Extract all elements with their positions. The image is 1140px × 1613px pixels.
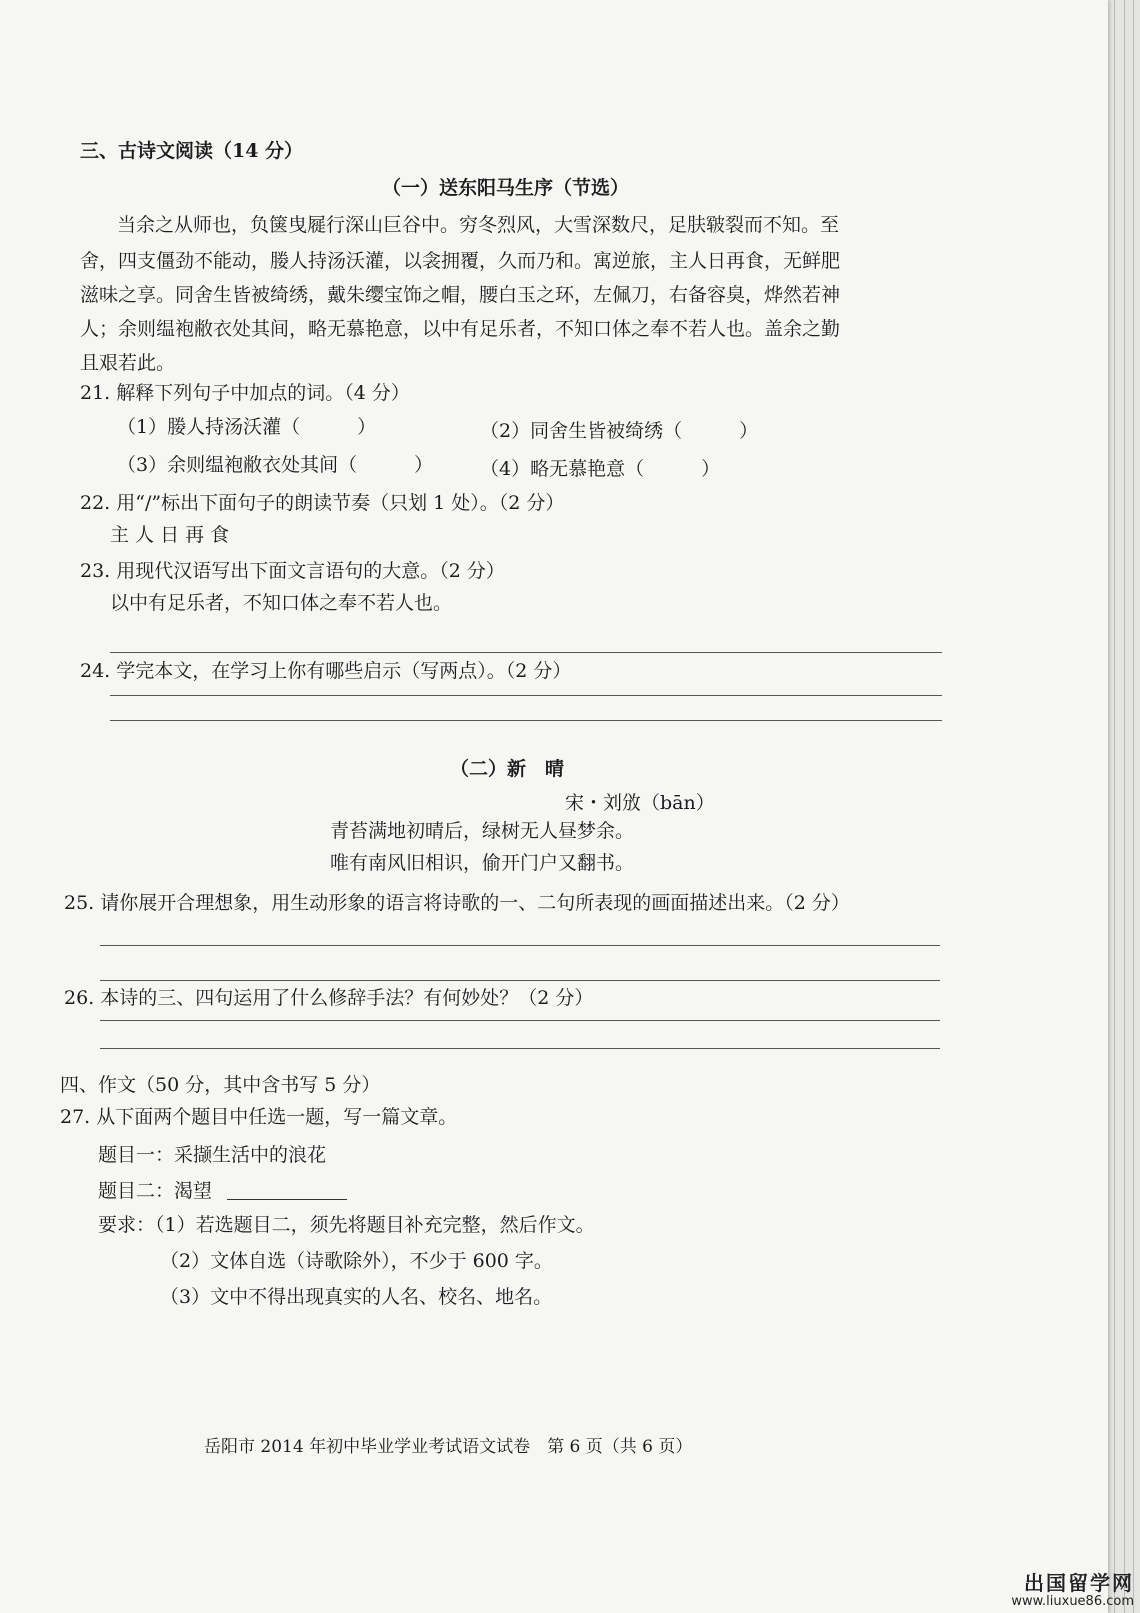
passage-line-4: 人；余则缊袍敝衣处其间，略无慕艳意，以中有足乐者，不知口体之奉不若人也。盖余之勤 — [80, 318, 841, 340]
question-23-sentence: 以中有足乐者，不知口体之奉不若人也。 — [110, 592, 453, 614]
page-edge-line — [1114, 0, 1115, 1613]
question-24-stem: 24. 学完本文，在学习上你有哪些启示（写两点）。（2 分） — [80, 660, 572, 682]
question-25-stem: 25. 请你展开合理想象，用生动形象的语言将诗歌的一、二句所表现的画面描述出来。（2 分） — [64, 892, 850, 914]
topic-2-blank[interactable] — [227, 1199, 347, 1200]
question-21-item-4: （4）略无慕艳意（ ） — [480, 458, 721, 480]
requirement-3: （3）文中不得出现真实的人名、校名、地名。 — [160, 1286, 553, 1308]
answer-line[interactable] — [100, 1048, 940, 1049]
answer-line[interactable] — [110, 652, 942, 653]
page-footer: 岳阳市 2014 年初中毕业学业考试语文试卷 第 6 页（共 6 页） — [204, 1437, 693, 1457]
question-21-stem: 21. 解释下列句子中加点的词。（4 分） — [80, 382, 410, 404]
answer-line[interactable] — [100, 980, 940, 981]
watermark-name: 出国留学网 — [1024, 1571, 1134, 1595]
question-27-stem: 27. 从下面两个题目中任选一题，写一篇文章。 — [60, 1106, 458, 1128]
section-3-heading: 三、古诗文阅读（14 分） — [80, 140, 304, 162]
poem-title: （二）新 晴 — [450, 758, 565, 780]
question-22-sentence: 主 人 日 再 食 — [110, 524, 230, 546]
passage-title: （一）送东阳马生序（节选） — [382, 177, 630, 199]
passage-line-5: 且艰若此。 — [80, 352, 176, 374]
essay-topic-1: 题目一：采撷生活中的浪花 — [98, 1144, 327, 1166]
section-4-heading: 四、作文（50 分，其中含书写 5 分） — [60, 1074, 381, 1096]
question-22-stem: 22. 用“/”标出下面句子的朗读节奏（只划 1 处）。（2 分） — [80, 492, 565, 514]
answer-line[interactable] — [100, 1020, 940, 1021]
page-edge-line — [1124, 0, 1125, 1613]
requirement-1: 要求：（1）若选题目二，须先将题目补充完整，然后作文。 — [98, 1214, 595, 1236]
essay-topic-2: 题目二：渴望 — [98, 1180, 213, 1202]
passage-line-2: 舍，四支僵劲不能动，媵人持汤沃灌，以衾拥覆，久而乃和。寓逆旅，主人日再食，无鲜肥 — [80, 250, 841, 272]
poem-line-2: 唯有南风旧相识，偷开门户又翻书。 — [330, 852, 635, 874]
watermark-url: www.liuxue86.com — [1011, 1594, 1134, 1609]
question-21-item-3: （3）余则缊袍敝衣处其间（ ） — [117, 454, 434, 476]
passage-line-1: 当余之从师也，负箧曳屣行深山巨谷中。穷冬烈风，大雪深数尺，足肤皲裂而不知。至 — [117, 214, 840, 236]
poem-author: 宋・刘攽（bān） — [565, 792, 715, 814]
question-21-item-1: （1）媵人持汤沃灌（ ） — [117, 416, 377, 438]
poem-line-1: 青苔满地初晴后，绿树无人昼梦余。 — [330, 820, 635, 842]
site-watermark — [1011, 1572, 1134, 1609]
page-edge-line — [1133, 0, 1134, 1613]
page-edge-stack — [1108, 0, 1140, 1613]
passage-line-3: 滋味之享。同舍生皆被绮绣，戴朱缨宝饰之帽，腰白玉之环，左佩刀，右备容臭，烨然若神 — [80, 284, 841, 306]
question-23-stem: 23. 用现代汉语写出下面文言语句的大意。（2 分） — [80, 560, 505, 582]
answer-line[interactable] — [100, 945, 940, 946]
question-26-stem: 26. 本诗的三、四句运用了什么修辞手法？有何妙处？（2 分） — [64, 987, 594, 1009]
answer-line[interactable] — [110, 720, 942, 721]
answer-line[interactable] — [110, 695, 942, 696]
requirement-2: （2）文体自选（诗歌除外），不少于 600 字。 — [160, 1250, 553, 1272]
question-21-item-2: （2）同舍生皆被绮绣（ ） — [480, 420, 759, 442]
